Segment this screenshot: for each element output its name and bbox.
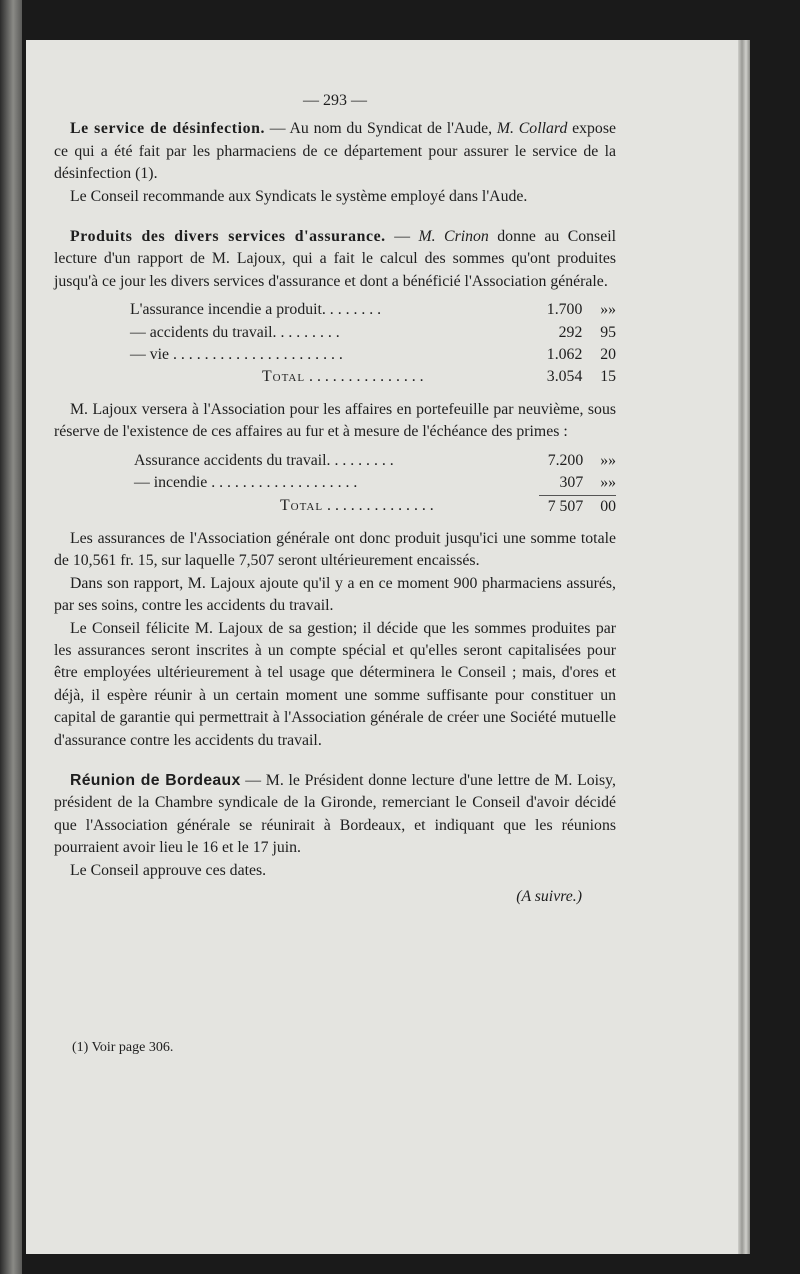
ledger-row: — incendie . . . . . . . . . . . . . . . . . . . 307 »»	[134, 474, 616, 492]
ledger-produits	[130, 299, 616, 389]
person-name: M. Collard	[496, 120, 568, 138]
section-heading: Produits des divers services d'assurance.	[70, 228, 386, 246]
ledger-portefeuille	[134, 450, 616, 518]
paragraph: Le Conseil félicite M. Lajoux de sa gestion; il décide que les sommes produites par les assurances seront inscrites à un compte spécial et qu'elles seront capitalisées pour être employées ultérieurement à tel usage que déterminera le Conseil ; mais, d'ores et déjà, il espère réunir à un certain moment une somme suffisante pour constituer un capital de garantie qui permettrait à l'Association générale de créer une Société mutuelle d'assurance contre les accidents du travail.	[54, 619, 616, 749]
continued-note: (A suivre.)	[516, 888, 582, 905]
page-stack-edge	[738, 40, 750, 1254]
section-assurance: Produits des divers services d'assurance. — M. Crinon donne au Conseil lecture d'un rapport de M. Lajoux, qui a fait le calcul des sommes qu'ont produites jusqu'à ce jour les divers services d'assurance et dont a bénéficié l'Association générale.	[54, 228, 616, 290]
left-page-edge	[0, 0, 22, 1274]
section-reunion: Réunion de Bordeaux — M. le Président donne lecture d'une lettre de M. Loisy, président de la Chambre syndicale de la Gironde, remerciant le Conseil d'avoir décidé que l'Association générale se réunirait à Bordeaux, et indiquant que les réunions pourraient avoir lieu le 16 et le 17 juin.	[54, 771, 616, 857]
section-heading: Le service de désinfection.	[70, 120, 266, 138]
section-desinfection: Le service de désinfection. — Au nom du Syndicat de l'Aude, M. Collard expose ce qui a été fait par les pharmaciens de ce département pour assurer le service de la désinfection (1).	[54, 120, 616, 183]
ledger-row: Assurance accidents du travail. . . . . . . . . 7.200 »»	[134, 451, 616, 469]
ledger-row: L'assurance incendie a produit. . . . . . . . 1.700 »»	[130, 301, 616, 319]
ledger-total-row: Total . . . . . . . . . . . . . . . 3.054 15	[262, 368, 616, 386]
person-name: M. Crinon	[418, 228, 489, 246]
ledger-row: — vie . . . . . . . . . . . . . . . . . . . . . . 1.062 20	[130, 346, 616, 364]
paragraph: M. Lajoux versera à l'Association pour les affaires en portefeuille par neuvième, sous réserve de l'existence de ces affaires au fur et à mesure de l'échéance des primes :	[54, 400, 616, 441]
footnote: (1) Voir page 306.	[72, 1040, 174, 1055]
section-heading: Réunion de Bordeaux	[70, 771, 241, 789]
ledger-row: — accidents du travail. . . . . . . . . 292 95	[130, 323, 616, 341]
paragraph: Le Conseil recommande aux Syndicats le système employé dans l'Aude.	[70, 187, 528, 205]
paragraph: Dans son rapport, M. Lajoux ajoute qu'il y a en ce moment 900 pharmaciens assurés, par ses soins, contre les accidents du travail.	[54, 574, 616, 615]
paragraph: Les assurances de l'Association générale ont donc produit jusqu'ici une somme totale de 10,561 fr. 15, sur laquelle 7,507 seront ultérieurement encaissés.	[54, 529, 616, 570]
page-number: — 293 —	[303, 92, 367, 109]
ledger-total-row: Total . . . . . . . . . . . . . . 7 507 00	[134, 495, 616, 518]
page-text	[54, 90, 616, 908]
paragraph: Le Conseil approuve ces dates.	[70, 861, 267, 879]
